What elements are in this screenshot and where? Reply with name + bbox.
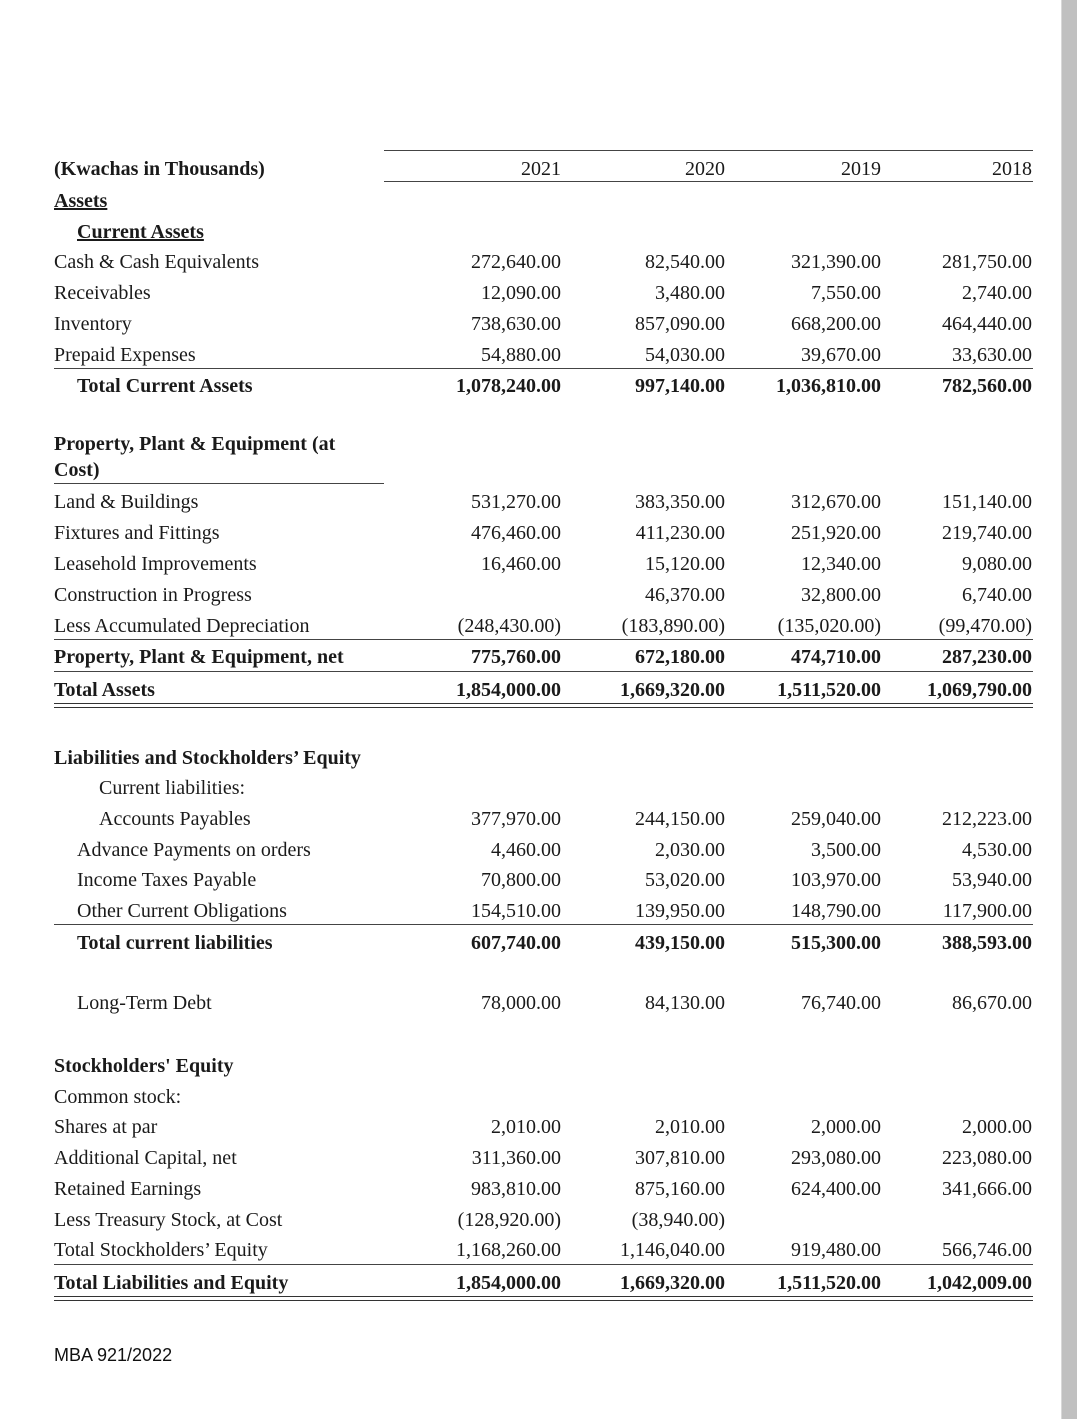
table-row [54,865,1033,895]
cell-2019: 12,340.00 [801,553,881,575]
cell-2020: 2,010.00 [655,1116,725,1138]
cell-2019: (135,020.00) [777,615,881,637]
ppe-heading-line1: Property, Plant & Equipment (at [54,433,336,455]
cell-2018: 53,940.00 [952,869,1032,891]
footer-text: MBA 921/2022 [54,1345,173,1365]
cell-2021: 4,460.00 [491,839,561,861]
cell-2020: 244,150.00 [635,808,725,830]
cell-2020: 54,030.00 [645,344,725,366]
row-label: Long-Term Debt [77,992,212,1014]
row-label: Fixtures and Fittings [54,522,220,544]
cell-2019: 1,511,520.00 [777,1272,881,1294]
cell-2020: (38,940.00) [631,1209,725,1231]
cell-2021: 377,970.00 [471,808,561,830]
rule [54,639,1033,640]
cell-2021: 54,880.00 [481,344,561,366]
cell-2021: 1,168,260.00 [456,1239,561,1261]
row-label: Total Assets [54,679,155,701]
cell-2020: 46,370.00 [645,584,725,606]
cell-2018: 4,530.00 [962,839,1032,861]
cell-2019: 259,040.00 [791,808,881,830]
cell-2018: 464,440.00 [942,313,1032,335]
total-assets-row [54,675,1033,705]
cell-2021: 272,640.00 [471,251,561,273]
cell-2021: (128,920.00) [457,1209,561,1231]
header-bottom-rule [384,181,1033,182]
scrollbar[interactable] [1061,0,1077,1419]
cell-2018: 287,230.00 [942,646,1032,668]
cell-2020: 857,090.00 [635,313,725,335]
cell-2021: 983,810.00 [471,1178,561,1200]
rule [54,1264,1033,1265]
cell-2020: 1,146,040.00 [620,1239,725,1261]
cell-2021: 311,360.00 [471,1147,561,1169]
rule [54,368,1033,369]
cell-2018: 341,666.00 [942,1178,1032,1200]
cell-2018: 566,746.00 [942,1239,1032,1261]
row-label: Leasehold Improvements [54,553,257,575]
double-rule [54,703,1033,708]
cell-2021: (248,430.00) [457,615,561,637]
row-label: Inventory [54,313,132,335]
row-label: Total Current Assets [77,375,253,397]
row-label: Income Taxes Payable [77,869,257,891]
year-2018: 2018 [992,158,1032,180]
cell-2020: 15,120.00 [645,553,725,575]
liabilities-heading: Liabilities and Stockholders’ Equity [54,747,361,769]
cell-2019: 293,080.00 [791,1147,881,1169]
cell-2019: 148,790.00 [791,900,881,922]
row-label: Cash & Cash Equivalents [54,251,259,273]
ppe-net-row [54,642,1033,672]
row-label: Receivables [54,282,151,304]
table-row [54,580,1033,610]
double-rule [54,1296,1033,1301]
cell-2019: 624,400.00 [791,1178,881,1200]
cell-2020: 82,540.00 [645,251,725,273]
table-row [54,1143,1033,1173]
table-row [54,247,1033,277]
cell-2018: 219,740.00 [942,522,1032,544]
cell-2021: 1,854,000.00 [456,679,561,701]
cell-2019: 3,500.00 [811,839,881,861]
cell-2020: 383,350.00 [635,491,725,513]
cell-2020: 139,950.00 [635,900,725,922]
cell-2021: 16,460.00 [481,553,561,575]
cell-2021: 476,460.00 [471,522,561,544]
cell-2020: 2,030.00 [655,839,725,861]
cell-2020: 53,020.00 [645,869,725,891]
row-label: Less Accumulated Depreciation [54,615,310,637]
cell-2019: 39,670.00 [801,344,881,366]
long-term-debt-row [54,988,1033,1018]
cell-2020: 1,669,320.00 [620,1272,725,1294]
cell-2019: 474,710.00 [791,646,881,668]
table-row [54,896,1033,926]
cell-2020: 307,810.00 [635,1147,725,1169]
cell-2018: 782,560.00 [942,375,1032,397]
cell-2019: 76,740.00 [801,992,881,1014]
common-stock-label: Common stock: [54,1086,182,1108]
cell-2020: 875,160.00 [635,1178,725,1200]
row-label: Additional Capital, net [54,1147,237,1169]
rule [54,924,1033,925]
current-assets-heading: Current Assets [77,221,204,243]
cell-2021: 1,854,000.00 [456,1272,561,1294]
cell-2018: 223,080.00 [942,1147,1032,1169]
current-liabilities-label: Current liabilities: [99,777,246,799]
total-liabilities-equity-row [54,1268,1033,1298]
cell-2018: 6,740.00 [962,584,1032,606]
cell-2018: (99,470.00) [938,615,1032,637]
year-2020: 2020 [685,158,725,180]
cell-2020: 1,669,320.00 [620,679,725,701]
row-label: Less Treasury Stock, at Cost [54,1209,283,1231]
cell-2020: 411,230.00 [635,522,725,544]
cell-2020: (183,890.00) [621,615,725,637]
row-label: Total Stockholders’ Equity [54,1239,268,1261]
row-label: Property, Plant & Equipment, net [54,646,344,668]
cell-2021: 78,000.00 [481,992,561,1014]
table-row [54,611,1033,641]
cell-2018: 151,140.00 [942,491,1032,513]
row-label: Prepaid Expenses [54,344,196,366]
cell-2021: 738,630.00 [471,313,561,335]
cell-2021: 12,090.00 [481,282,561,304]
table-row [54,1235,1033,1265]
table-row [54,518,1033,548]
table-row [54,278,1033,308]
total-current-liabilities-row [54,928,1033,958]
cell-2018: 2,740.00 [962,282,1032,304]
cell-2019: 32,800.00 [801,584,881,606]
cell-2018: 388,593.00 [942,932,1032,954]
cell-2019: 251,920.00 [791,522,881,544]
cell-2019: 321,390.00 [791,251,881,273]
cell-2021: 70,800.00 [481,869,561,891]
total-current-assets-row [54,371,1033,401]
table-row [54,835,1033,865]
header-top-rule [384,150,1033,151]
header-row [54,154,1033,184]
assets-heading: Assets [54,190,108,212]
cell-2020: 3,480.00 [655,282,725,304]
table-row [54,487,1033,517]
cell-2021: 2,010.00 [491,1116,561,1138]
table-row [54,309,1033,339]
cell-2019: 103,970.00 [791,869,881,891]
row-label: Retained Earnings [54,1178,202,1200]
table-row [54,1205,1033,1235]
row-label: Other Current Obligations [77,900,287,922]
cell-2019: 668,200.00 [791,313,881,335]
row-label: Construction in Progress [54,584,252,606]
cell-2018: 86,670.00 [952,992,1032,1014]
table-row [54,549,1033,579]
cell-2020: 672,180.00 [635,646,725,668]
year-2019: 2019 [841,158,881,180]
ppe-heading-line2: Cost) [54,459,100,481]
rule [54,671,1033,672]
table-row [54,340,1033,370]
cell-2018: 9,080.00 [962,553,1032,575]
cell-2018: 117,900.00 [942,900,1032,922]
cell-2019: 7,550.00 [811,282,881,304]
row-label: Total Liabilities and Equity [54,1272,289,1294]
cell-2018: 1,069,790.00 [927,679,1032,701]
cell-2018: 33,630.00 [952,344,1032,366]
cell-2018: 281,750.00 [942,251,1032,273]
cell-2019: 919,480.00 [791,1239,881,1261]
cell-2020: 439,150.00 [635,932,725,954]
cell-2019: 312,670.00 [791,491,881,513]
cell-2019: 515,300.00 [791,932,881,954]
cell-2018: 2,000.00 [962,1116,1032,1138]
table-row [54,804,1033,834]
cell-2018: 212,223.00 [942,808,1032,830]
cell-2021: 607,740.00 [471,932,561,954]
ppe-heading-rule [54,483,384,484]
cell-2018: 1,042,009.00 [927,1272,1032,1294]
row-label: Land & Buildings [54,491,199,513]
cell-2019: 1,511,520.00 [777,679,881,701]
table-row [54,1174,1033,1204]
row-label: Total current liabilities [77,932,273,954]
cell-2019: 1,036,810.00 [776,375,881,397]
units-label: (Kwachas in Thousands) [54,158,265,180]
row-label: Accounts Payables [99,808,251,830]
cell-2020: 84,130.00 [645,992,725,1014]
cell-2021: 531,270.00 [471,491,561,513]
cell-2021: 1,078,240.00 [456,375,561,397]
cell-2020: 997,140.00 [635,375,725,397]
row-label: Advance Payments on orders [77,839,311,861]
equity-heading: Stockholders' Equity [54,1055,234,1077]
cell-2019: 2,000.00 [811,1116,881,1138]
row-label: Shares at par [54,1116,158,1138]
year-2021: 2021 [521,158,561,180]
table-row [54,1112,1033,1142]
cell-2021: 775,760.00 [471,646,561,668]
cell-2021: 154,510.00 [471,900,561,922]
